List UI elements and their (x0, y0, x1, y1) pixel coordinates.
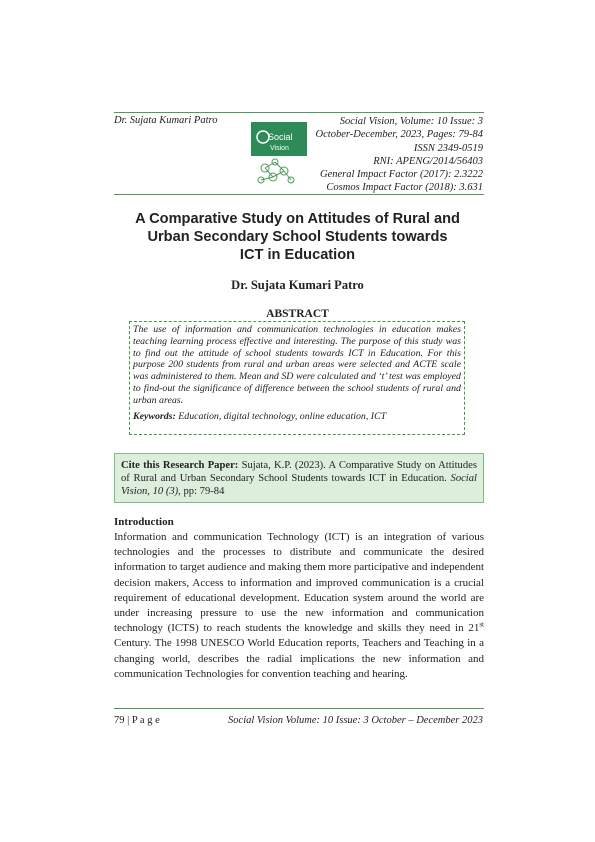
introduction-text: Information and communication Technology (ICT) is an integration of various technologies and the processes to distribute and communicate the desired information to target audience and making them more participative and independent decision makers, Access to information and improved communication is a crucial requirement of educational development. Education system around the world are under increasing pressure to use the new information and communication technology (ICTS) to reach students the knowledge and skills they need in 21 (114, 531, 485, 635)
journal-info-line: Cosmos Impact Factor (2018): 3.631 (326, 182, 483, 194)
page-number: 79 | P a g e (114, 715, 160, 726)
citation-body: Sujata, K.P. (2023). A Comparative Study on Attitudes of Rural and Urban Secondary School Students towards ICT in Education. (121, 460, 477, 484)
title-line: Urban Secondary School Students towards (147, 229, 448, 245)
title-line: A Comparative Study on Attitudes of Rural and (135, 211, 460, 227)
journal-info-line: General Impact Factor (2017): 2.3222 (319, 169, 483, 181)
introduction-heading: Introduction (114, 516, 174, 528)
logo-text-top: Social (268, 132, 293, 142)
citation-text (121, 459, 477, 498)
citation-pages: pp: 79-84 (180, 486, 225, 497)
header-top-rule (114, 112, 484, 113)
abstract-text: The use of information and communication technologies in education makes teaching learning process effective and interesting. The purpose of this study was to find out the attitude of school students towards ICT in Education. For this purpose 200 students from rural and urban areas were selected and ACTE scale was administered to them. Mean and SD were calculated and ‘t’ test was employed to find-out the significance of difference between the school students of rural and urban areas. (133, 324, 461, 406)
keywords-list: Education, digital technology, online education, ICT (175, 410, 387, 422)
paper-author: Dr. Sujata Kumari Patro (231, 278, 364, 292)
logo-text-bottom: Vision (270, 145, 289, 152)
superscript-st: st (479, 620, 484, 629)
title-line: ICT in Education (239, 247, 356, 263)
abstract-heading: ABSTRACT (266, 308, 329, 320)
paper-title (130, 210, 465, 264)
journal-info-line: ISSN 2349-0519 (413, 142, 483, 154)
journal-info (283, 115, 483, 195)
abstract-box (129, 321, 465, 435)
footer-journal: Social Vision Volume: 10 Issue: 3 October – December 2023 (228, 715, 483, 726)
footer-rule (114, 708, 484, 709)
introduction-text-continued: Century. The 1998 UNESCO World Education reports, Teachers and Teaching in a changing world, describes the radial implications the new information and communication Technologies for convention teaching and hearing. (114, 637, 484, 680)
header-bottom-rule (114, 194, 484, 195)
header-author: Dr. Sujata Kumari Patro (114, 115, 218, 126)
citation-label: Cite this Research Paper: (121, 460, 239, 471)
introduction-body (114, 530, 484, 682)
citation-journal: Social Vision, 10 (3), (121, 473, 477, 497)
keywords (133, 411, 461, 423)
journal-info-line: Social Vision, Volume: 10 Issue: 3 (339, 116, 483, 127)
keywords-label: Keywords: (133, 410, 176, 422)
journal-info-line: RNI: APENG/2014/56403 (373, 155, 483, 167)
citation-box (114, 453, 484, 503)
journal-info-line: October-December, 2023, Pages: 79-84 (315, 129, 483, 141)
